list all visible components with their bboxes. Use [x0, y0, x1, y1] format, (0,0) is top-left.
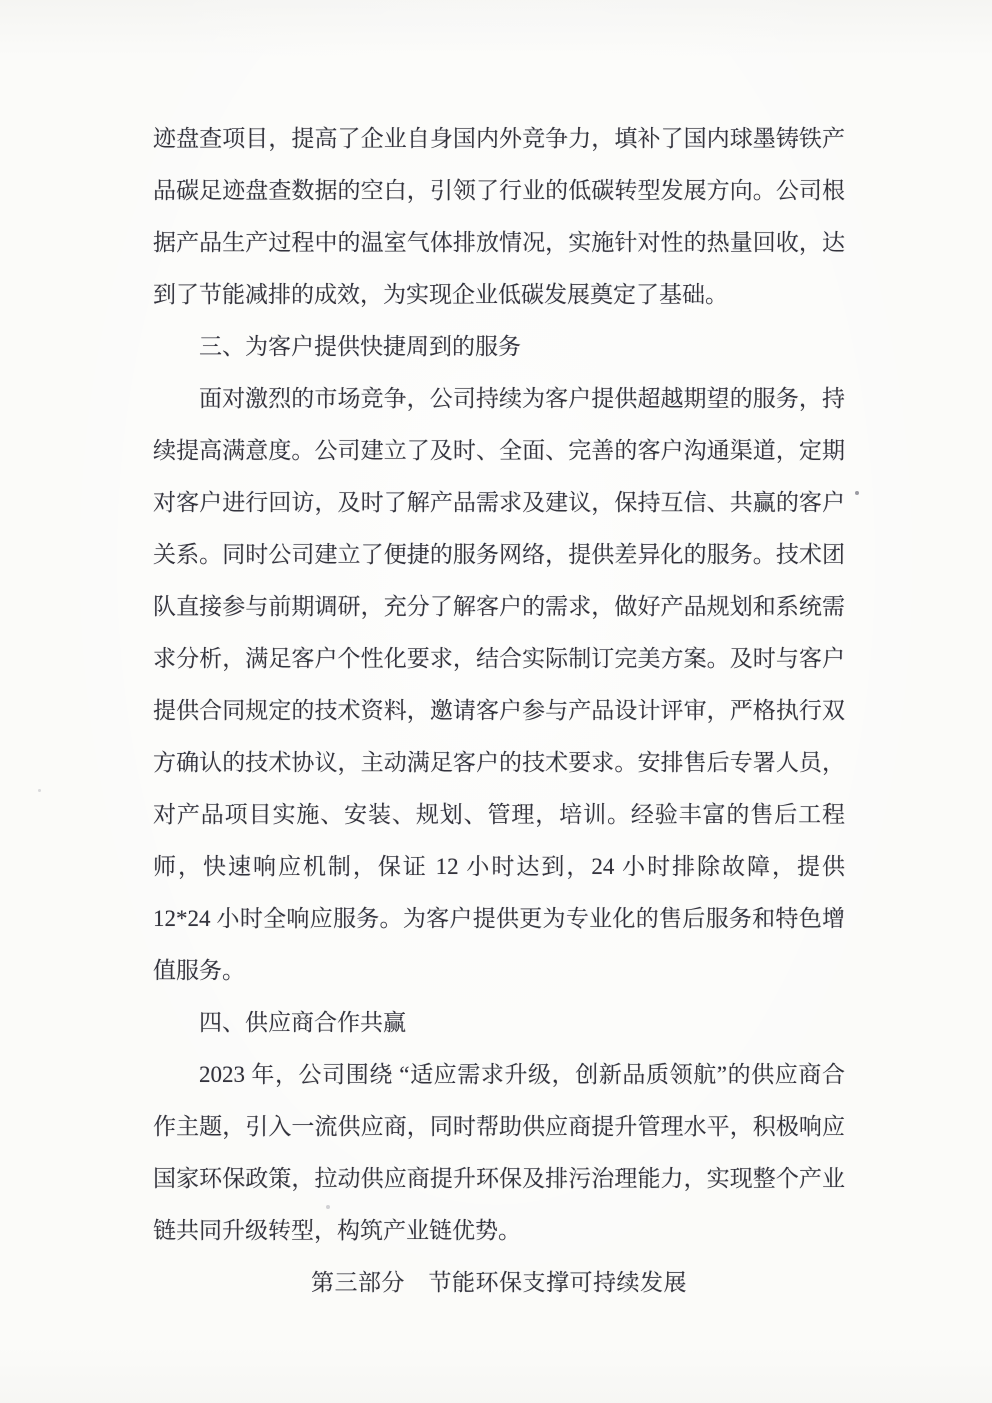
heading-section-3-customer-service: 三、为客户提供快捷周到的服务: [199, 334, 521, 359]
heading-section-4-supplier-cooperation: 四、供应商合作共赢: [199, 1010, 406, 1035]
paragraph-supplier-cooperation: 2023 年，公司围绕 “适应需求升级，创新品质领航”的供应商合作主题，引入一流供应商，同时帮助供应商提升管理水平，积极响应国家环保政策，拉动供应商提升环保及排污治理能力，实现整个产业链共同升级转型，构筑产业链优势。: [153, 1062, 845, 1243]
page-text-column: [153, 113, 845, 1309]
part-3-title: 第三部分 节能环保支撑可持续发展: [311, 1270, 687, 1295]
scan-speck: [38, 789, 41, 792]
paragraph-carbon-footprint-continuation: 迹盘查项目，提高了企业自身国内外竞争力，填补了国内球墨铸铁产品碳足迹盘查数据的空白，引领了行业的低碳转型发展方向。公司根据产品生产过程中的温室气体排放情况，实施针对性的热量回收，达到了节能减排的成效，为实现企业低碳发展奠定了基础。: [153, 126, 845, 307]
paragraph-customer-service: 面对激烈的市场竞争，公司持续为客户提供超越期望的服务，持续提高满意度。公司建立了及时、全面、完善的客户沟通渠道，定期对客户进行回访，及时了解产品需求及建议，保持互信、共赢的客户关系。同时公司建立了便捷的服务网络，提供差异化的服务。技术团队直接参与前期调研，充分了解客户的需求，做好产品规划和系统需求分析，满足客户个性化要求，结合实际制订完美方案。及时与客户提供合同规定的技术资料，邀请客户参与产品设计评审，严格执行双方确认的技术协议，主动满足客户的技术要求。安排售后专署人员，对产品项目实施、安装、规划、管理，培训。经验丰富的售后工程师，快速响应机制，保证 12 小时达到，24 小时排除故障，提供 12*24 小时全响应服务。为客户提供更为专业化的售后服务和特色增值服务。: [153, 386, 845, 983]
scan-speck: [855, 491, 859, 495]
